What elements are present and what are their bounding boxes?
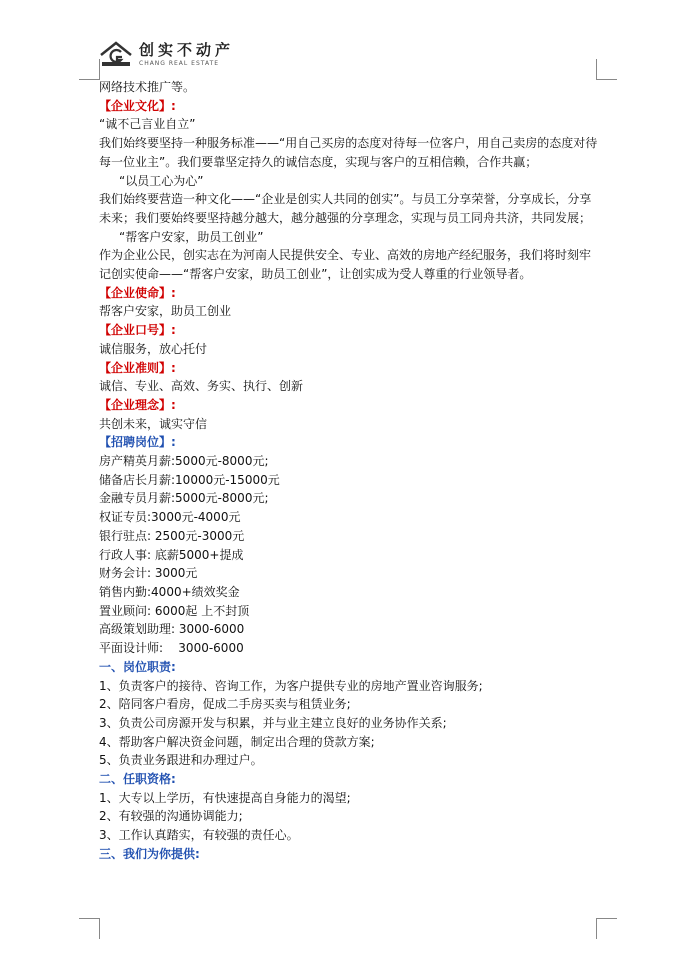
intro-tail-text: 网络技术推广等。 xyxy=(99,80,196,94)
idea-heading: 【企业理念】: xyxy=(99,397,176,412)
crop-mark-bottom-right xyxy=(596,918,617,939)
duties-heading: 一、岗位职责: xyxy=(99,659,176,674)
job-item: 销售内勤:4000+绩效奖金 xyxy=(99,584,240,599)
rules-text: 诚信、专业、高效、务实、执行、创新 xyxy=(99,379,304,394)
culture-slogan-3: “帮客户安家，助员工创业” xyxy=(119,229,264,244)
job-item: 权证专员:3000元-4000元 xyxy=(99,510,241,525)
jobs-heading: 【招聘岗位】: xyxy=(99,435,176,450)
culture-heading: 【企业文化】: xyxy=(99,98,176,113)
culture-slogan-1: “诚不己言业自立” xyxy=(99,117,196,132)
job-item: 银行驻点: 2500元-3000元 xyxy=(99,528,245,543)
crop-mark-top-right xyxy=(596,59,617,80)
culture-paragraph-3: 作为企业公民，创实志在为河南人民提供安全、专业、高效的房地产经纪服务，我们将时刻牢记创实使命——“帮客户安家，助员工创业”，让创实成为受人尊重的行业领导者。 xyxy=(99,248,592,282)
duty-item: 1、负责客户的接待、咨询工作，为客户提供专业的房地产置业咨询服务; xyxy=(99,678,483,693)
company-logo xyxy=(99,41,234,71)
culture-paragraph-2: 我们始终要营造一种文化——“企业是创实人共同的创实”。与员工分享荣誉，分享成长，分享未来；我们要始终要坚持越分越大，越分越强的分享理念，实现与员工同舟共济，共同发展； xyxy=(99,192,592,225)
job-item: 平面设计师: 3000-6000 xyxy=(99,641,244,656)
rules-heading: 【企业准则】: xyxy=(99,360,176,375)
job-item: 置业顾问: 6000起 上不封顶 xyxy=(99,603,250,618)
job-item: 行政人事: 底薪5000+提成 xyxy=(99,547,244,562)
motto-heading: 【企业口号】: xyxy=(99,323,176,338)
duty-item: 3、负责公司房源开发与积累，并与业主建立良好的业务协作关系; xyxy=(99,715,447,730)
mission-heading: 【企业使命】: xyxy=(99,285,176,300)
document-body xyxy=(99,78,599,864)
house-logo-icon xyxy=(99,41,133,67)
offer-heading: 三、我们为你提供: xyxy=(99,846,200,861)
job-item: 储备店长月薪:10000元-15000元 xyxy=(99,472,280,487)
logo-english-name: CHANG REAL ESTATE xyxy=(139,60,220,67)
qualify-item: 2、有较强的沟通协调能力; xyxy=(99,809,243,824)
job-item: 高级策划助理: 3000-6000 xyxy=(99,622,245,637)
qualify-item: 1、大专以上学历，有快速提高自身能力的渴望; xyxy=(99,790,351,805)
duty-item: 2、陪同客户看房，促成二手房买卖与租赁业务; xyxy=(99,697,351,712)
logo-chinese-name: 创实不动产 xyxy=(139,41,235,59)
culture-slogan-2: “以员工心为心” xyxy=(119,173,204,188)
job-item: 房产精英月薪:5000元-8000元; xyxy=(99,454,269,469)
duty-item: 4、帮助客户解决资金问题，制定出合理的贷款方案; xyxy=(99,734,375,749)
qualify-heading: 二、任职资格: xyxy=(99,772,176,787)
job-item: 金融专员月薪:5000元-8000元; xyxy=(99,491,269,506)
job-item: 财务会计: 3000元 xyxy=(99,566,198,581)
mission-text: 帮客户安家，助员工创业 xyxy=(99,304,232,319)
crop-mark-bottom-left xyxy=(79,918,100,939)
duty-item: 5、负责业务跟进和办理过户。 xyxy=(99,753,263,768)
culture-paragraph-1: 我们始终要坚持一种服务标准——“用自己买房的态度对待每一位客户，用自己卖房的态度对待每一位业主”。我们要靠坚定持久的诚信态度，实现与客户的互相信赖，合作共赢； xyxy=(99,136,598,169)
crop-mark-top-left xyxy=(79,59,100,80)
qualify-item: 3、工作认真踏实，有较强的责任心。 xyxy=(99,828,299,843)
motto-text: 诚信服务，放心托付 xyxy=(99,341,208,356)
idea-text: 共创未来，诚实守信 xyxy=(99,416,208,431)
